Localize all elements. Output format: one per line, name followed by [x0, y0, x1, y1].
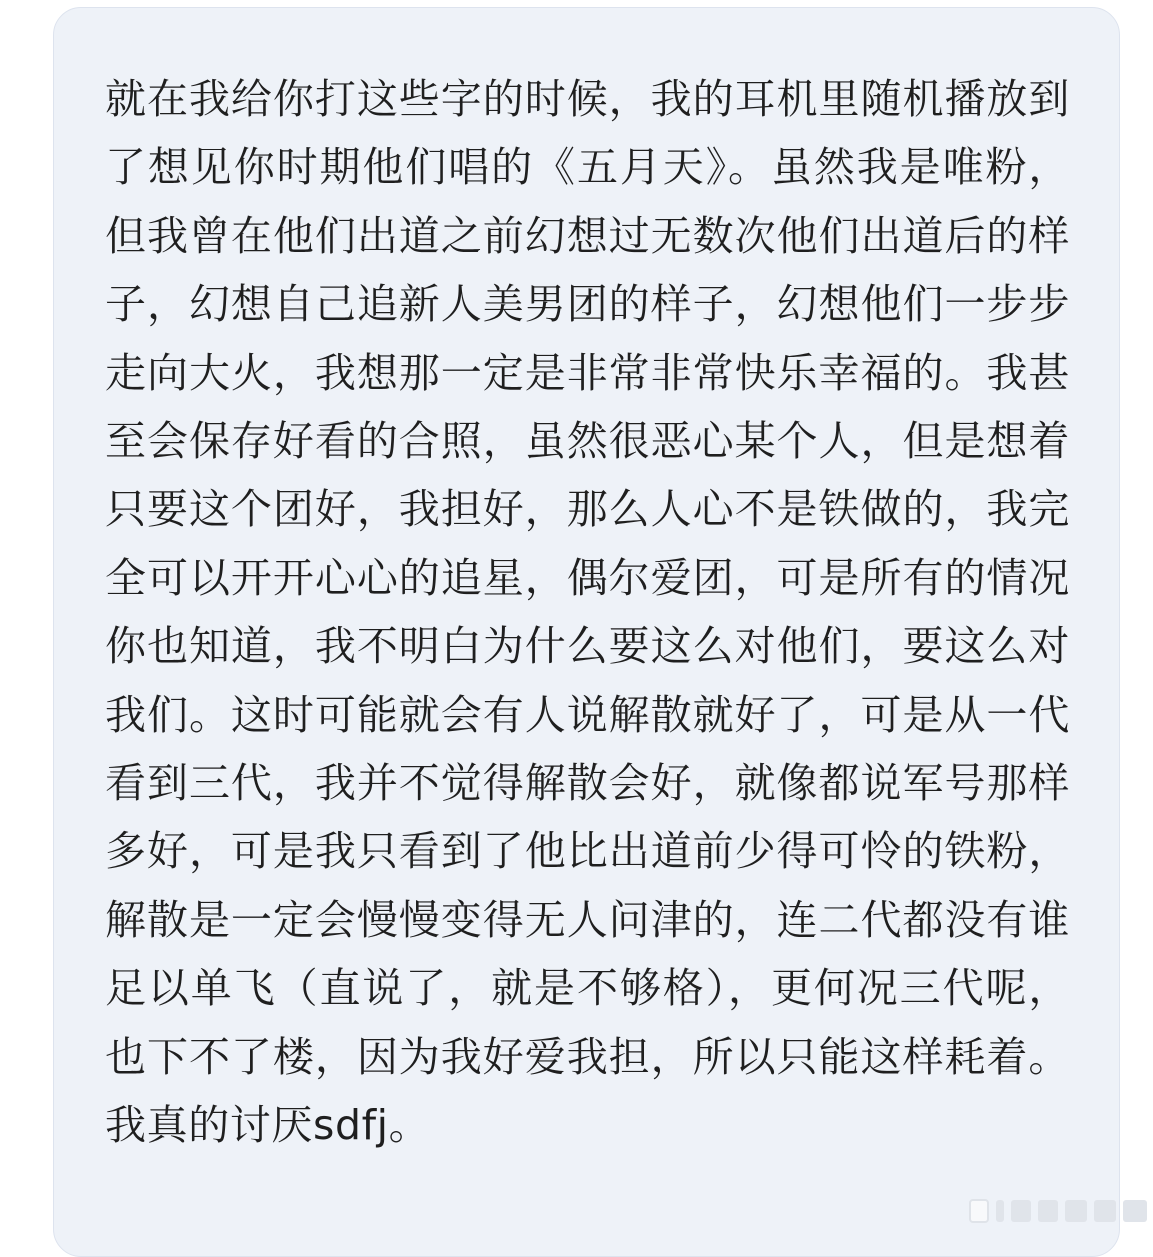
message-card	[53, 7, 1120, 1257]
message-text: 就在我给你打这些字的时候，我的耳机里随机播放到了想见你时期他们唱的《五月天》。虽然我是唯粉，但我曾在他们出道之前幻想过无数次他们出道后的样子，幻想自己追新人美男团的样子，幻想他们一步步走向大火，我想那一定是非常非常快乐幸福的。我甚至会保存好看的合照，虽然很恶心某个人，但是想着只要这个团好，我担好，那么人心不是铁做的，我完全可以开开心心的追星，偶尔爱团，可是所有的情况你也知道，我不明白为什么要这么对他们，要这么对我们。这时可能就会有人说解散就好了，可是从一代看到三代，我并不觉得解散会好，就像都说军号那样多好，可是我只看到了他比出道前少得可怜的铁粉，解散是一定会慢慢变得无人问津的，连二代都没有谁足以单飞（直说了，就是不够格），更何况三代呢，也下不了楼，因为我好爱我担，所以只能这样耗着。我真的讨厌sdfj。	[105, 75, 1070, 1150]
watermark-mark	[1011, 1200, 1031, 1222]
watermark-mark	[1065, 1200, 1087, 1222]
watermark-mark	[1094, 1200, 1116, 1222]
watermark-mark	[996, 1200, 1004, 1222]
watermark-mark	[1038, 1200, 1058, 1222]
watermark-logo-icon	[969, 1199, 989, 1223]
watermark-mark	[1123, 1200, 1147, 1222]
watermark	[969, 1191, 1147, 1231]
